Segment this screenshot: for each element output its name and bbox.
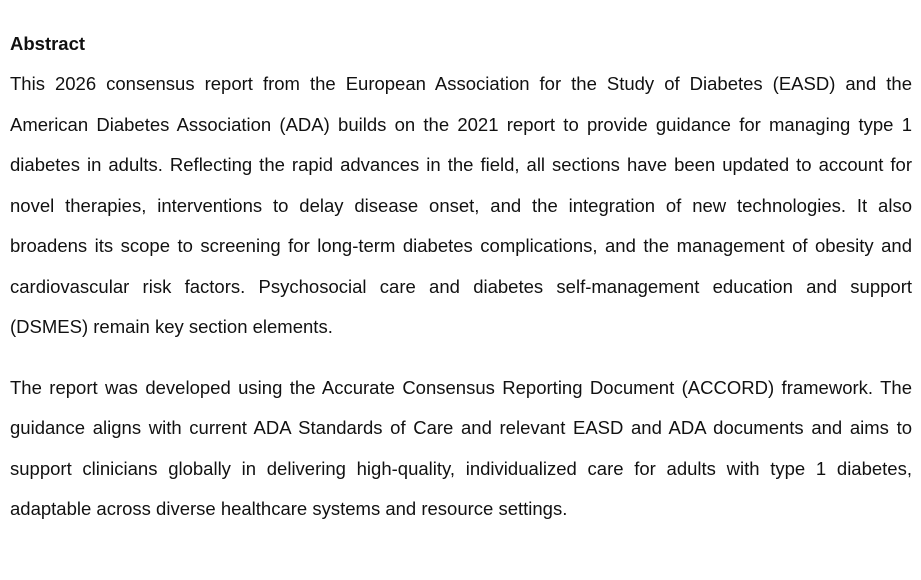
abstract-paragraph-2: The report was developed using the Accurate Consensus Reporting Document (ACCORD) framework. The guidance aligns with current ADA Standards of Care and relevant EASD and ADA documents and aims to support clinicians globally in delivering high-quality, individualized care for adults with type 1 diabetes, adaptable across diverse healthcare systems and resource settings. (10, 376, 912, 519)
abstract-heading: Abstract (10, 33, 86, 54)
abstract-paragraph-1: This 2026 consensus report from the European Association for the Study of Diabetes (EASD) and the American Diabetes Association (ADA) builds on the 2021 report to provide guidance for managing type 1 diabetes in adults. Reflecting the rapid advances in the field, all sections have been updated to account for novel therapies, interventions to delay disease onset, and the integration of new technologies. It also broadens its scope to screening for long-term diabetes complications, and the management of obesity and cardiovascular risk factors. Psychosocial care and diabetes self-management education and support (DSMES) remain key section elements. (10, 73, 912, 337)
abstract-section (10, 30, 912, 530)
